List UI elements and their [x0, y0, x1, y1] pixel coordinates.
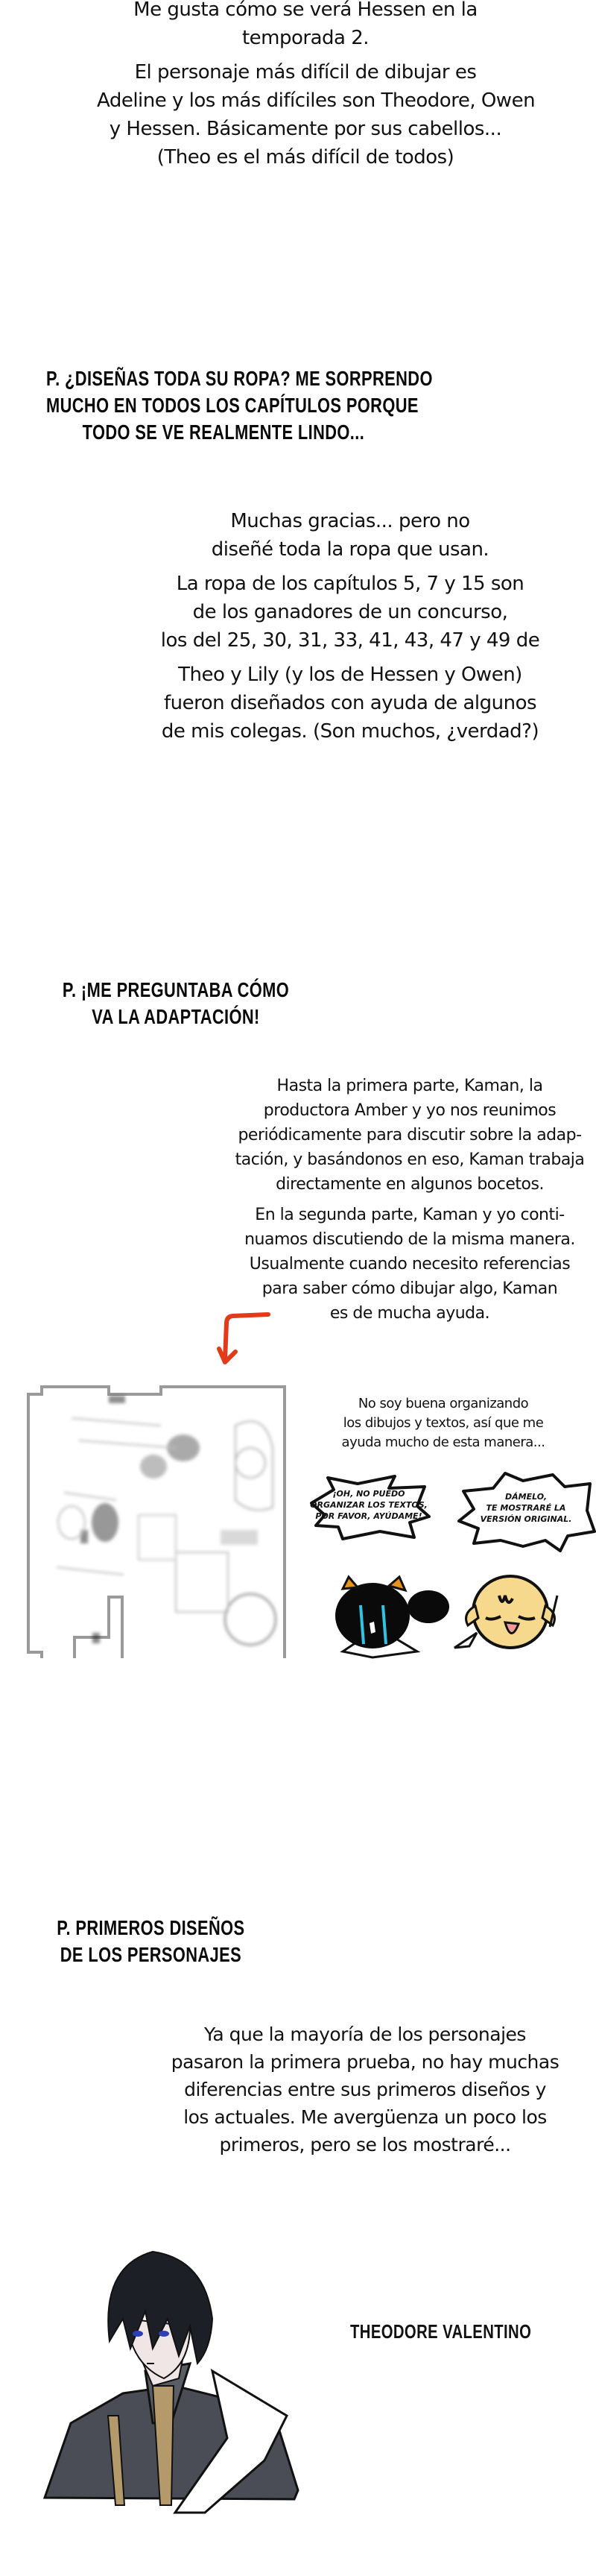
- answer-paragraph: La ropa de los capítulos 5, 7 y 15 son de los ganadores de un concurso, los del 25, 30, 31, 33, 41, 43, 47 y 49 de: [160, 573, 540, 652]
- answer-paragraph: Hasta la primera parte, Kaman, la productora Amber y yo nos reunimos periódicamente para discutir sobre la adap- tación, y basándonos en eso, Kaman trabaja directamente en algunos bocetos.: [235, 1077, 585, 1194]
- answer-paragraph: En la segunda parte, Kaman y yo conti- nuamos discutiendo de la misma manera. Usualmente cuando necesito referencias para saber cómo dibujar algo, Kaman es de mucha ayuda.: [244, 1206, 575, 1323]
- question-heading-adaptation: P. ¡ME PREGUNTABA CÓMO VA LA ADAPTACIÓN!: [62, 978, 290, 1028]
- storyboard-sketch-image: [27, 1381, 288, 1658]
- answer-paragraph: Theo y Lily (y los de Hessen y Owen) fueron diseñados con ayuda de algunos de mis colegas. (Son muchos, ¿verdad?): [161, 664, 539, 743]
- speech-bubble-right: DÁMELO, TE MOSTRARÉ LA VERSIÓN ORIGINAL.: [456, 1469, 596, 1552]
- answer-block-first-designs: Ya que la mayoría de los personajes pasaron la primera prueba, no hay muchas diferencias entre sus primeros diseños y los actuales. Me avergüenza un poco los primeros, pero se los mostraré...: [171, 2024, 559, 2155]
- speech-bubble-left: ¡OH, NO PUEDO ORGANIZAR LOS TEXTOS, POR FAVOR, AYÚDAME!: [305, 1473, 432, 1542]
- answer-paragraph: Muchas gracias... pero no diseñé toda la ropa que usan.: [211, 510, 489, 561]
- question-heading-clothes: P. ¿DISEÑAS TODA SU ROPA? ME SORPRENDO MUCHO EN TODOS LOS CAPÍTULOS PORQUE TODO SE VE REALMENTE LINDO...: [46, 367, 433, 444]
- chibi-black-cat-crying-icon: [328, 1569, 462, 1666]
- character-name-label: THEODORE VALENTINO: [350, 2320, 532, 2343]
- answer-paragraph: Me gusta cómo se verá Hessen en la temporada 2.: [133, 0, 478, 49]
- answer-paragraph: El personaje más difícil de dibujar es Adeline y los más difíciles son Theodore, Owen y Hessen. Básicamente por sus cabellos... (Theo es el más difícil de todos): [97, 61, 536, 169]
- answer-block-hair: [97, 0, 536, 177]
- question-heading-first-designs: P. PRIMEROS DISEÑOS DE LOS PERSONAJES: [57, 1916, 245, 1966]
- answer-block-clothes: [149, 507, 551, 752]
- storyboard-outline-icon: [27, 1381, 288, 1658]
- answer-block-adaptation: [224, 1074, 596, 1332]
- red-arrow-icon: [216, 1309, 276, 1368]
- theodore-valentino-portrait: [41, 2237, 354, 2520]
- chibi-yellow-dog-laughing-icon: [447, 1566, 566, 1655]
- caption-organizing: No soy buena organizando los dibujos y textos, así que me ayuda mucho de esta manera...: [341, 1396, 545, 1450]
